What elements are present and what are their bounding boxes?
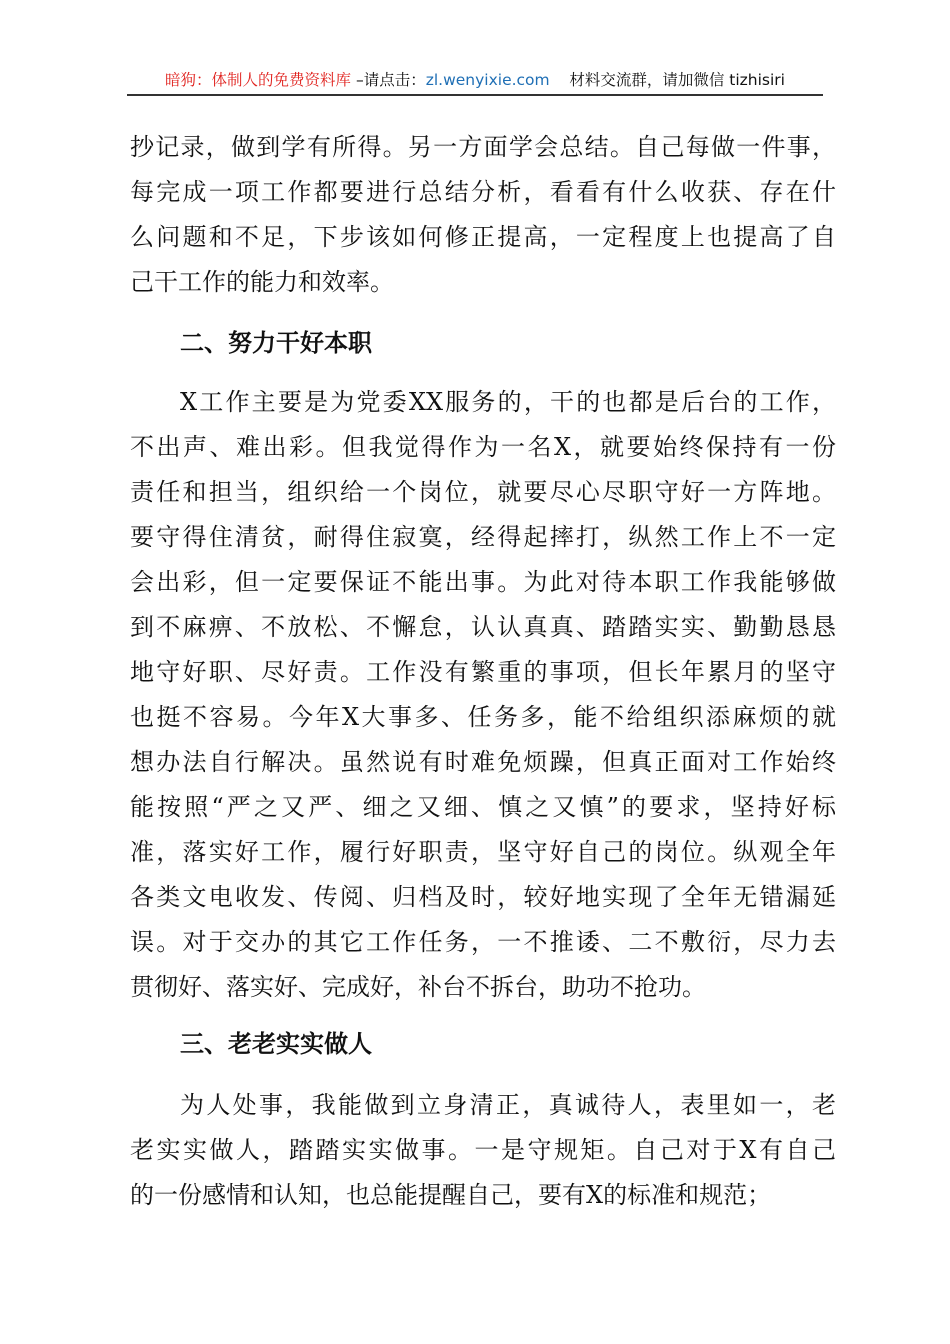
wechat-note: 材料交流群，请加微信 tizhisiri <box>549 71 785 89</box>
site-url-link[interactable]: zl.wenyixie.com <box>425 71 550 89</box>
page-header <box>127 68 823 96</box>
paragraph-line: 责任和担当，组织给一个岗位，就要尽心尽职守好一方阵地。 <box>130 478 836 506</box>
paragraph-line: 准，落实好工作，履行好职责，坚守好自己的岗位。纵观全年 <box>130 838 836 866</box>
paragraph-line: 老实实做人，踏踏实实做事。一是守规矩。自己对于X有自己 <box>130 1136 836 1164</box>
paragraph-line: 每完成一项工作都要进行总结分析，看看有什么收获、存在什 <box>130 178 836 206</box>
paragraph-line: 误。对于交办的其它工作任务，一不推诿、二不敷衍，尽力去 <box>130 928 836 956</box>
click-prompt: –请点击： <box>351 71 426 89</box>
paragraph-line: 么问题和不足，下步该如何修正提高，一定程度上也提高了自 <box>130 223 836 251</box>
paragraph-line: 到不麻痹、不放松、不懈怠，认认真真、踏踏实实、勤勤恳恳 <box>130 613 836 641</box>
paragraph-line: 己干工作的能力和效率。 <box>130 268 394 296</box>
paragraph-line: 也挺不容易。今年X大事多、任务多，能不给组织添麻烦的就 <box>130 703 836 731</box>
paragraph-line: 的一份感情和认知，也总能提醒自己，要有X的标准和规范； <box>130 1181 772 1209</box>
paragraph-line: 各类文电收发、传阅、归档及时，较好地实现了全年无错漏延 <box>130 883 836 911</box>
site-name: 暗狗：体制人的免费资料库 <box>165 71 352 89</box>
paragraph-line: 不出声、难出彩。但我觉得作为一名X，就要始终保持有一份 <box>130 433 836 461</box>
section-heading: 三、老老实实做人 <box>180 1030 372 1058</box>
paragraph-line: 为人处事，我能做到立身清正，真诚待人，表里如一，老 <box>180 1091 836 1119</box>
paragraph-line: 能按照“严之又严、细之又细、慎之又慎”的要求，坚持好标 <box>130 793 836 821</box>
paragraph-line: 抄记录，做到学有所得。另一方面学会总结。自己每做一件事， <box>130 133 836 161</box>
paragraph-line: X工作主要是为党委XX服务的，干的也都是后台的工作， <box>180 388 836 416</box>
paragraph-line: 贯彻好、落实好、完成好，补台不拆台，助功不抢功。 <box>130 973 706 1001</box>
section-heading: 二、努力干好本职 <box>180 329 372 357</box>
paragraph-line: 会出彩，但一定要保证不能出事。为此对待本职工作我能够做 <box>130 568 836 596</box>
paragraph-line: 想办法自行解决。虽然说有时难免烦躁，但真正面对工作始终 <box>130 748 836 776</box>
paragraph-line: 要守得住清贫，耐得住寂寞，经得起摔打，纵然工作上不一定 <box>130 523 836 551</box>
paragraph-line: 地守好职、尽好责。工作没有繁重的事项，但长年累月的坚守 <box>130 658 836 686</box>
